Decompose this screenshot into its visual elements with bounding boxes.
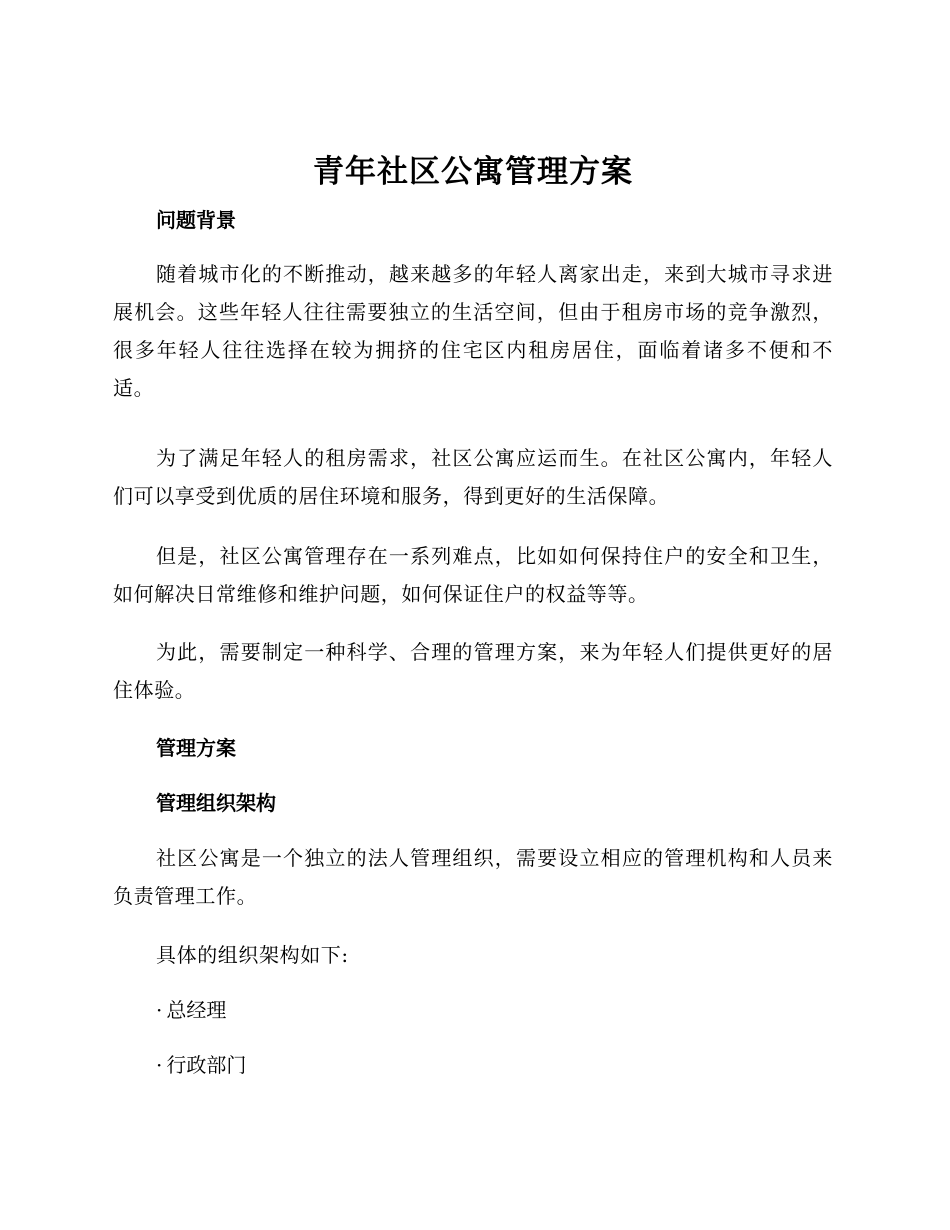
list-item-label: 总经理	[166, 998, 227, 1022]
bullet-icon: ·	[156, 998, 163, 1022]
list-item-label: 行政部门	[166, 1053, 247, 1077]
list-item	[156, 1050, 246, 1080]
bullet-icon: ·	[156, 1053, 163, 1077]
document-title: 青年社区公寓管理方案	[313, 154, 633, 190]
list-item	[156, 995, 226, 1025]
paragraph: 但是，社区公寓管理存在一系列难点，比如如何保持住户的安全和卫生，如何解决日常维修和维护问题，如何保证住户的权益等等。	[113, 544, 833, 606]
paragraph: 社区公寓是一个独立的法人管理组织，需要设立相应的管理机构和人员来负责管理工作。	[113, 846, 833, 908]
paragraph: 随着城市化的不断推动，越来越多的年轻人离家出走，来到大城市寻求进展机会。这些年轻人往往需要独立的生活空间，但由于租房市场的竞争激烈，很多年轻人往往选择在较为拥挤的住宅区内租房居住，面临着诸多不便和不适。	[113, 262, 833, 400]
section-heading-background: 问题背景	[156, 208, 236, 232]
paragraph: 具体的组织架构如下:	[156, 943, 349, 967]
section-heading-org: 管理组织架构	[156, 791, 276, 815]
paragraph: 为了满足年轻人的租房需求，社区公寓应运而生。在社区公寓内，年轻人们可以享受到优质的居住环境和服务，得到更好的生活保障。	[113, 446, 833, 508]
paragraph: 为此，需要制定一种科学、合理的管理方案，来为年轻人们提供更好的居住体验。	[113, 640, 833, 702]
section-heading-plan: 管理方案	[156, 736, 236, 760]
